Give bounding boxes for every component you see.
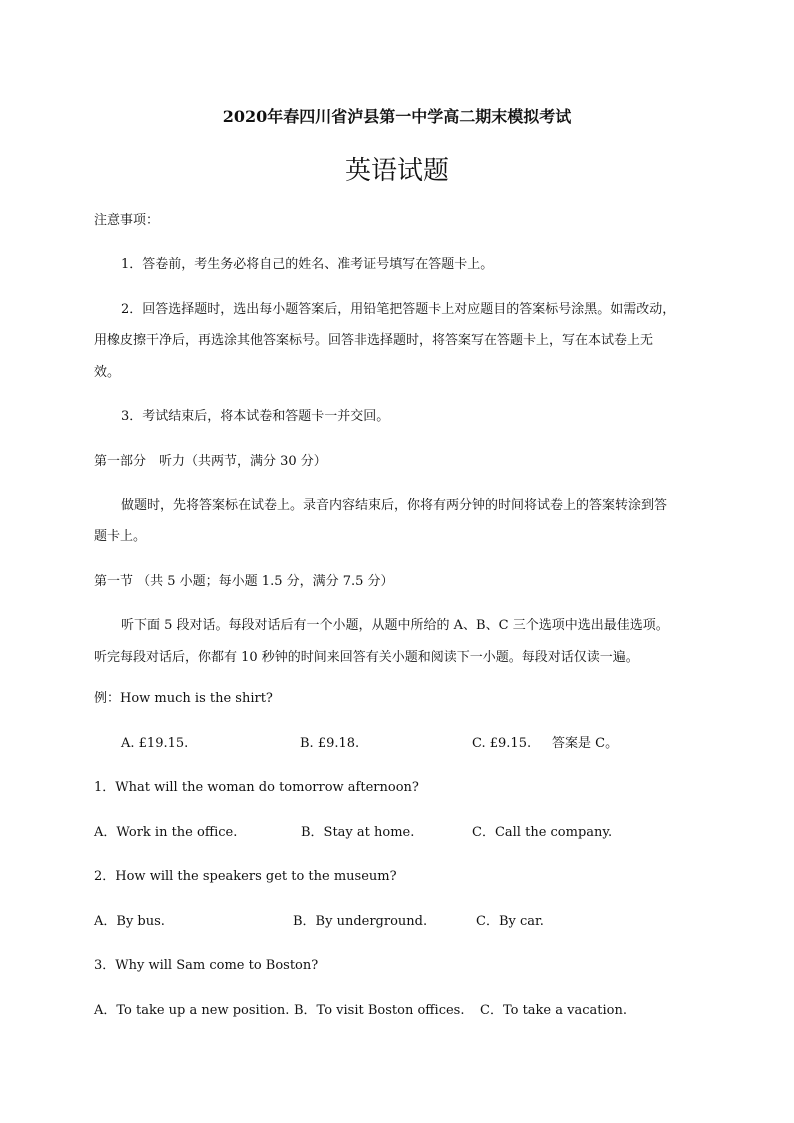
question-1-option-a: A．Work in the office. [94, 825, 238, 840]
example-option-a: A. £19.15. [121, 736, 189, 751]
part1-heading: 第一部分 听力（共两节，满分 30 分） [94, 454, 327, 469]
question-3-option-c: C．To take a vacation. [480, 1003, 627, 1018]
question-3-stem: 3．Why will Sam come to Boston? [94, 958, 319, 973]
question-3-option-a: A．To take up a new position. [94, 1003, 290, 1018]
exam-subtitle: 英语试题 [344, 156, 449, 186]
section1-heading: 第一节 （共 5 小题；每小题 1.5 分，满分 7.5 分） [94, 574, 394, 589]
example-option-b: B. £9.18. [300, 736, 360, 751]
example-question: 例：How much is the shirt? [94, 691, 273, 706]
note-item-3: 3．考试结束后，将本试卷和答题卡一并交回。 [121, 409, 390, 424]
question-2-option-c: C．By car. [476, 914, 544, 929]
part1-intro-line-1: 做题时，先将答案标在试卷上。录音内容结束后，你将有两分钟的时间将试卷上的答案转涂到答 [121, 498, 668, 513]
part1-intro-line-2: 题卡上。 [94, 529, 147, 544]
question-2-option-a: A．By bus. [94, 914, 165, 929]
notes-heading: 注意事项： [94, 213, 160, 228]
question-2-stem: 2．How will the speakers get to the museum? [94, 869, 397, 884]
section1-intro-line-2: 听完每段对话后，你都有 10 秒钟的时间来回答有关小题和阅读下一小题。每段对话仅读一遍。 [94, 650, 639, 665]
exam-title: 2020年春四川省泸县第一中学高二期末模拟考试 [222, 107, 572, 126]
question-1-option-b: B．Stay at home. [301, 825, 415, 840]
section1-intro-line-1: 听下面 5 段对话。每段对话后有一个小题，从题中所给的 A、B、C 三个选项中选出最佳选项。 [121, 618, 669, 633]
question-2-option-b: B．By underground. [293, 914, 428, 929]
note-item-2-line-3: 效。 [94, 365, 121, 380]
note-item-2-line-2: 用橡皮擦干净后，再选涂其他答案标号。回答非选择题时，将答案写在答题卡上，写在本试卷上无 [94, 333, 654, 348]
question-3-option-b: B．To visit Boston offices. [294, 1003, 465, 1018]
note-item-2-line-1: 2．回答选择题时，选出每小题答案后，用铅笔把答题卡上对应题目的答案标号涂黑。如需改动， [121, 302, 676, 317]
example-option-c: C. £9.15. [472, 736, 532, 751]
example-answer: 答案是 C。 [552, 736, 619, 751]
note-item-1: 1．答卷前，考生务必将自己的姓名、准考证号填写在答题卡上。 [121, 257, 494, 272]
question-1-stem: 1．What will the woman do tomorrow afternoon? [94, 780, 419, 795]
question-1-option-c: C．Call the company. [472, 825, 613, 840]
